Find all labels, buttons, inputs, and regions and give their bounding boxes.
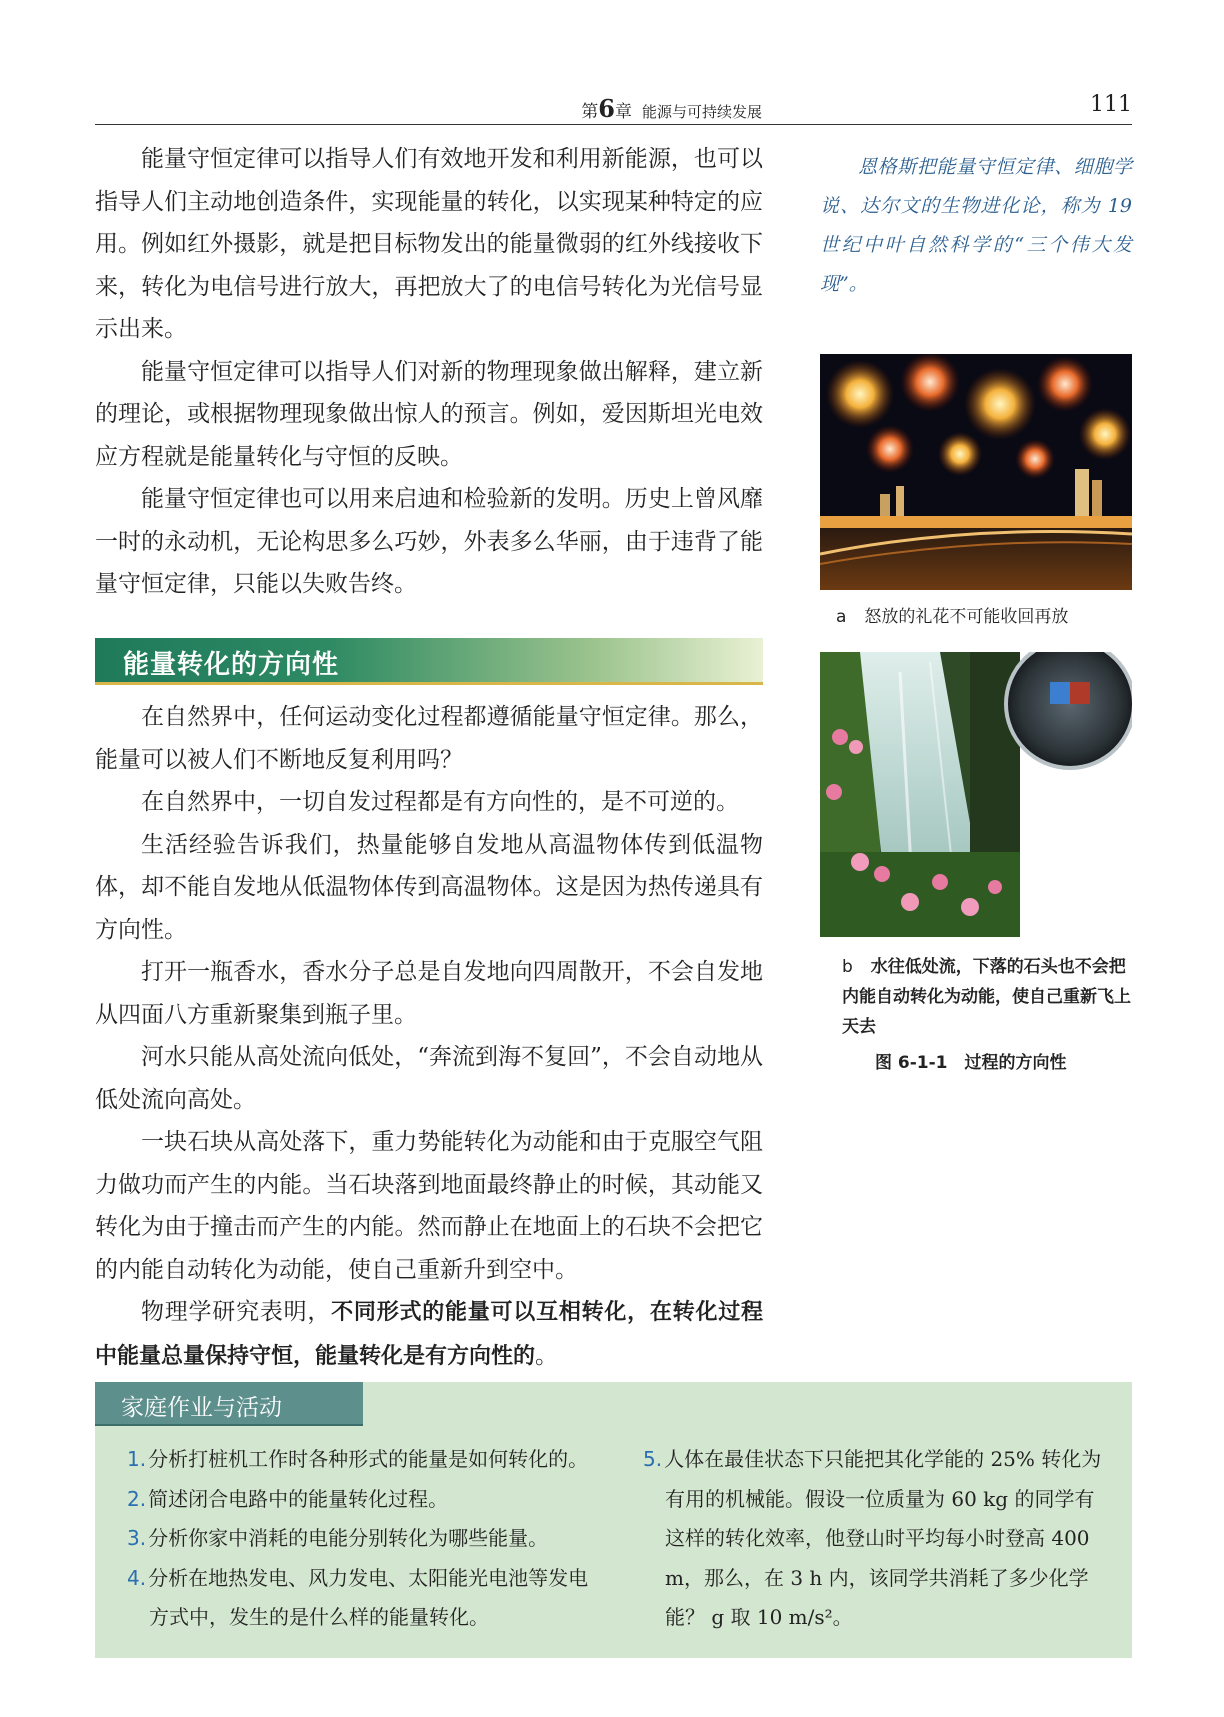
paragraph: 一块石块从高处落下，重力势能转化为动能和由于克服空气阻力做功而产生的内能。当石块落到地面最终静止的时候，其动能又转化为由于撞击而产生的内能。然而静止在地面上的石块不会把它的内能自动转化为动能，使自己重新升到空中。 — [95, 1129, 763, 1283]
chapter-suffix: 章 — [614, 102, 632, 122]
figure-a-text: 怒放的礼花不可能收回再放 — [864, 607, 1069, 627]
homework-item — [643, 1440, 1103, 1638]
figure-b-caption — [842, 952, 1142, 1042]
page-number: 111 — [1090, 92, 1132, 117]
paragraph: 能量守恒定律可以指导人们有效地开发和利用新能源，也可以指导人们主动地创造条件，实现能量的转化，以实现某种特定的应用。例如红外摄影，就是把目标物发出的能量微弱的红外线接收下来，转化为电信号进行放大，再把放大了的电信号转化为光信号显示出来。 — [95, 146, 763, 342]
side-note — [820, 148, 1132, 304]
question-text: 人体在最佳状态下只能把其化学能的 25% 转化为有用的机械能。假设一位质量为 60 kg 的同学有这样的转化效率，他登山时平均每小时登高 400 m，那么，在 3 h 内，该同学共消耗了多少化学能？ g 取 10 m/s²。 — [664, 1447, 1102, 1629]
question-number: 2. — [127, 1486, 147, 1511]
question-text: 分析在地热发电、风力发电、太阳能光电池等发电方式中，发生的是什么样的能量转化。 — [148, 1565, 589, 1629]
figure-title: 图 6-1-1 过程的方向性 — [875, 1053, 1067, 1073]
paragraph: 能量守恒定律可以指导人们对新的物理现象做出解释，建立新的理论，或根据物理现象做出惊人的预言。例如，爱因斯坦光电效应方程就是能量转化与守恒的反映。 — [95, 358, 763, 470]
question-number: 4. — [127, 1565, 147, 1590]
figure-b-letter: b — [842, 957, 853, 977]
chapter-number: 6 — [598, 94, 615, 123]
paragraph: 能量守恒定律也可以用来启迪和检验新的发明。历史上曾风靡一时的永动机，无论构思多么巧妙，外表多么华丽，由于违背了能量守恒定律，只能以失败告终。 — [95, 486, 763, 597]
paragraph: 生活经验告诉我们，热量能够自发地从高温物体传到低温物体，却不能自发地从低温物体传到高温物体。这是因为热传递具有方向性。 — [95, 831, 763, 943]
paragraph: 在自然界中，任何运动变化过程都遵循能量守恒定律。那么，能量可以被人们不断地反复利用吗？ — [95, 704, 763, 773]
conclusion-paragraph — [95, 1291, 763, 1378]
waterfall-photo — [820, 652, 1132, 937]
section-title: 能量转化的方向性 — [123, 650, 340, 680]
figure-a-letter: a — [836, 607, 847, 627]
homework-item — [127, 1480, 607, 1520]
homework-title: 家庭作业与活动 — [121, 1395, 282, 1421]
section-heading-bar — [95, 638, 763, 685]
side-note-text: 恩格斯把能量守恒定律、细胞学说、达尔文的生物进化论，称为 19 世纪中叶自然科学的“三个伟大发现”。 — [820, 156, 1132, 295]
question-text: 简述闭合电路中的能量转化过程。 — [148, 1486, 449, 1511]
conclusion-bold: 不同形式的能量可以互相转化，在转化过程中能量总量保持守恒，能量转化是有方向性的 — [95, 1300, 763, 1369]
homework-left-column — [127, 1440, 607, 1638]
question-number: 1. — [127, 1447, 147, 1471]
intro-text — [95, 138, 763, 606]
paragraph: 打开一瓶香水，香水分子总是自发地向四周散开，不会自发地从四面八方重新聚集到瓶子里。 — [95, 959, 763, 1028]
section-text — [95, 696, 763, 1378]
homework-item — [127, 1440, 607, 1480]
figure-b-text: 水往低处流，下落的石头也不会把内能自动转化为动能，使自己重新飞上天去 — [842, 957, 1131, 1037]
question-number: 5. — [643, 1447, 663, 1471]
chapter-prefix: 第 — [581, 102, 599, 122]
homework-item — [127, 1559, 607, 1638]
fireworks-photo — [820, 354, 1132, 590]
question-number: 3. — [127, 1526, 147, 1550]
question-text: 分析打桩机工作时各种形式的能量是如何转化的。 — [148, 1447, 589, 1471]
chapter-heading — [581, 94, 762, 123]
homework-right-column — [643, 1440, 1103, 1638]
paragraph: 河水只能从高处流向低处，“奔流到海不复回”，不会自动地从低处流向高处。 — [95, 1044, 763, 1113]
paragraph: 在自然界中，一切自发过程都是有方向性的，是不可逆的。 — [141, 789, 739, 815]
homework-tab — [95, 1382, 363, 1426]
question-text: 分析你家中消耗的电能分别转化为哪些能量。 — [148, 1526, 549, 1550]
homework-box — [95, 1382, 1132, 1658]
conclusion-end: 。 — [535, 1342, 559, 1369]
conclusion-lead: 物理学研究表明， — [141, 1299, 332, 1325]
homework-item — [127, 1519, 607, 1559]
page-header — [95, 92, 1132, 125]
chapter-title: 能源与可持续发展 — [641, 103, 762, 121]
figure-a-caption — [836, 602, 1136, 627]
